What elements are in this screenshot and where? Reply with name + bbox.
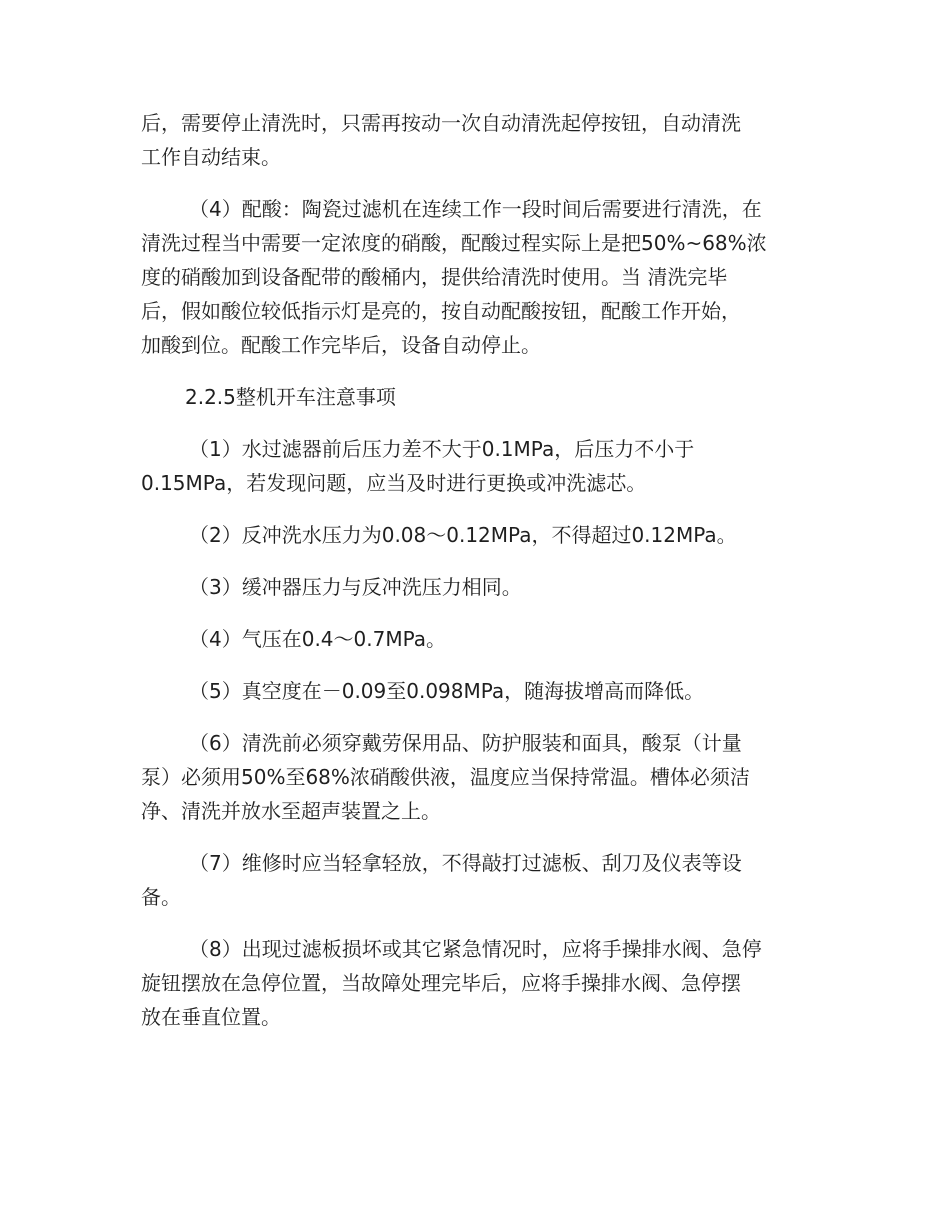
list-item-2 [141,518,811,552]
list-item-8 [141,932,811,1034]
list-item-7 [141,846,811,914]
text-line: 清洗过程当中需要一定浓度的硝酸，配酸过程实际上是把50%~68%浓 [141,231,767,255]
text-line: 旋钮摆放在急停位置，当故障处理完毕后，应将手操排水阀、急停摆 [141,971,741,995]
list-item-6 [141,726,811,828]
text-line: 后，假如酸位较低指示灯是亮的，按自动配酸按钮，配酸工作开始， [141,299,741,323]
document-body [141,106,811,1052]
list-item-4 [141,622,811,656]
text-line: 泵）必须用50%至68%浓硝酸供液，温度应当保持常温。槽体必须洁 [141,765,750,789]
text-line: 0.15MPa，若发现问题，应当及时进行更换或冲洗滤芯。 [141,471,647,495]
text-line: （8）出现过滤板损坏或其它紧急情况时，应将手操排水阀、急停 [189,937,762,961]
text-line: 备。 [141,885,181,909]
text-line: （3）缓冲器压力与反冲洗压力相同。 [189,575,522,599]
text-line: （6）清洗前必须穿戴劳保用品、防护服装和面具，酸泵（计量 [189,731,742,755]
text-line: 工作自动结束。 [141,145,281,169]
text-line: （4）气压在0.4～0.7MPa。 [189,627,447,651]
text-line: （4）配酸：陶瓷过滤机在连续工作一段时间后需要进行清洗，在 [189,197,762,221]
text-line: 净、清洗并放水至超声装置之上。 [141,799,441,823]
text-line: 度的硝酸加到设备配带的酸桶内，提供给清洗时使用。当 清洗完毕 [141,265,728,289]
paragraph-acid-mixing [141,192,811,362]
section-heading: 2.2.5整机开车注意事项 [185,385,396,409]
text-line: （2）反冲洗水压力为0.08～0.12MPa，不得超过0.12MPa。 [189,523,737,547]
list-item-1 [141,432,811,500]
list-item-5 [141,674,811,708]
list-item-3 [141,570,811,604]
text-line: （1）水过滤器前后压力差不大于0.1MPa，后压力不小于 [189,437,695,461]
text-line: （5）真空度在－0.09至0.098MPa，随海拔增高而降低。 [189,679,705,703]
paragraph-auto-clean-end [141,106,811,174]
text-line: 加酸到位。配酸工作完毕后，设备自动停止。 [141,333,541,357]
text-line: （7）维修时应当轻拿轻放，不得敲打过滤板、刮刀及仪表等设 [189,851,742,875]
text-line: 放在垂直位置。 [141,1005,281,1029]
text-line: 后，需要停止清洗时，只需再按动一次自动清洗起停按钮，自动清洗 [141,111,741,135]
